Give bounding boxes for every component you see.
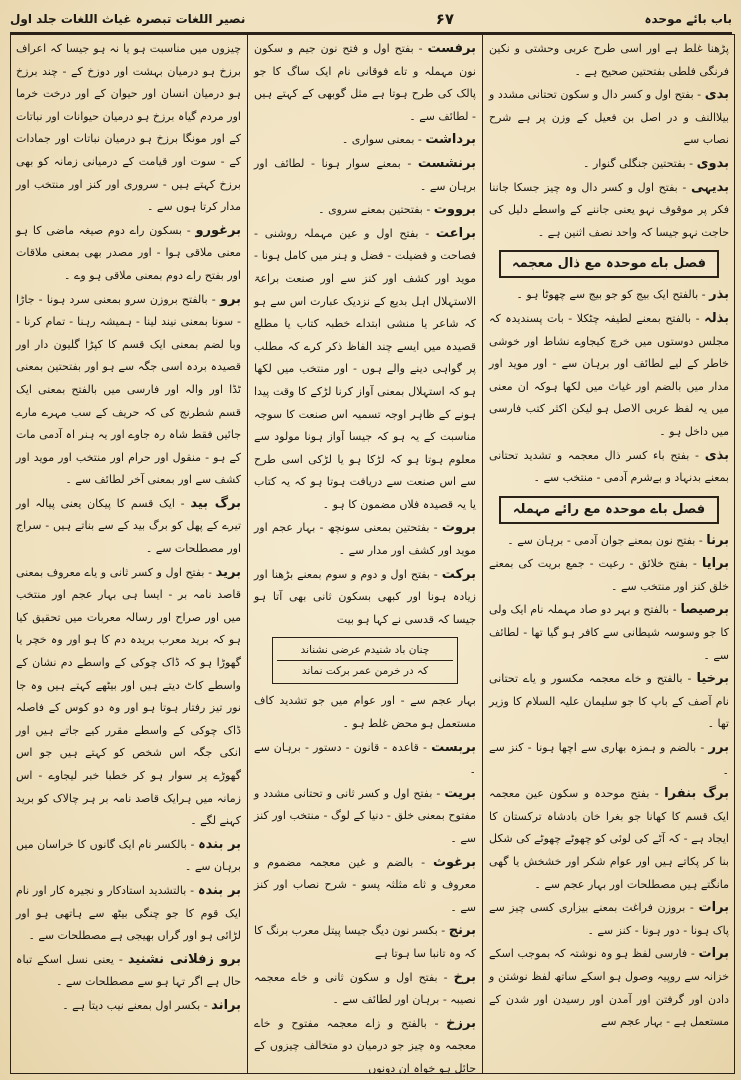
headword: برر — [708, 740, 729, 756]
dictionary-entry — [254, 223, 476, 517]
dictionary-entry — [16, 562, 241, 833]
dictionary-entry — [254, 1013, 476, 1074]
right-column — [483, 34, 735, 1074]
headword: برات — [698, 900, 729, 916]
headword: برغورو — [195, 222, 242, 238]
headword: براعت — [435, 225, 476, 241]
headword: برو — [219, 291, 241, 307]
headword: برایا — [701, 556, 729, 572]
entry-text: - بفتح اول و کسر ثانی و تحتانی مشدد و مفتوح بمعنی خلق - دنیا کے لوگ - منتخب اور کنز سے ۔ — [254, 786, 476, 845]
entry-text: - بالضم و ہمزہ بھاری سے اچھا ہونا - کنز سے ۔ — [489, 741, 729, 777]
entry-text: - بالضم و غین معجمہ مضموم و معروف و ثاے مثلثہ پسو - شرح نصاب اور کنز سے ۔ — [254, 855, 476, 914]
dictionary-entry — [489, 553, 729, 598]
entry-text: - بفتح اول و فتح نون جیم و سکون نون مہملہ و تاے فوقانی نام ایک ساگ کا جو پالک کی طرح ہوتا ہے مثل گوبھی کے کہتے ہیں - لطائف سے ۔ — [254, 42, 476, 123]
headword: برکت — [441, 566, 476, 582]
section-heading-dhal: فصل باے موحدہ مع ذال معجمہ — [499, 250, 719, 278]
entry-text: - بالفتح بمعنے لطیفہ چٹکلا - بات پسندیدہ کہ مجلس دوستوں میں خرچ کیجاوے نشاط اور خوشی خاطر کے لیے لطائف اور برہان سے - اور موید اور مدار میں بالضم اور غیاث میں لکھا ہوکہ ان معنی میں یہ لفظ عربی الاصل ہو لیکن اکثر کتب فارسی میں داخل ہو ۔ — [489, 311, 729, 438]
headword: برخیا — [696, 671, 730, 687]
dictionary-entry — [16, 493, 241, 561]
headword: برنج — [448, 923, 476, 939]
dictionary-entry — [16, 995, 241, 1018]
book-title: نصیر اللغات تبصرہ غیاث اللغات جلد اول — [10, 12, 246, 26]
entry-text: - بفتحتین بمعنے سروی ۔ — [318, 203, 431, 217]
entry-text: - بالفتح ایک بیج کو جو بیج سے چھوٹا ہو ۔ — [516, 288, 706, 302]
headword: برید — [215, 564, 242, 580]
headword: برنا — [706, 532, 729, 548]
entry-text: - بروزن فراغت بمعنے بیزاری کسی چیز سے پاک ہونا - دور ہونا - کنز سے ۔ — [489, 901, 729, 937]
entry-text: - بالفتح و خاے معجمہ مکسور و یاے تحتانی نام آصف کے باپ کا جو سلیمان علیہ السلام کا وزیر تھا ۔ — [489, 672, 729, 731]
headword: بذر — [709, 287, 729, 303]
headword: برزخ — [446, 1015, 476, 1031]
entry-text: - بفتح اول و کسر دال وہ چیز جسکا جاننا فکر پر موقوف نہو یعنی جاننے کے واسطے دلیل کی حاجت نہو جیسا کہ واحد نصف اثنین ہے ۔ — [489, 180, 729, 239]
entry-text: - بفتحتین جنگلی گنوار ۔ — [583, 156, 694, 170]
headword: برغوث — [432, 854, 476, 870]
entry-text: - بکسر نون دیگ جیسا پیتل معرب برنگ کا کہ وہ تانبا سا ہوتا ہے — [254, 924, 476, 960]
entry-text: - بالفتح و بہر دو صاد مہملہ نام ایک ولی کا جو وسوسہ شیطانی سے کافر ہو گیا تھا - لطائف سے ۔ — [489, 603, 729, 662]
headword: بدیہی — [690, 179, 730, 195]
dictionary-entry — [254, 199, 476, 222]
headword: برفست — [427, 41, 476, 56]
entry-text: - بفتح موحدہ و سکون عین معجمہ ایک قسم کا کھانا جو بغرا خان بادشاہ ترکستان کا ایجاد ہے - کہ آٹے کی لوئی کو چھوٹے چھوٹے کی شکل بنا کر پکاتے ہیں اور عوام شکر اور خشخش یا گھی مانگتے ہیں مصطلحات اور بہار عجم سے ۔ — [489, 787, 729, 891]
dictionary-entry — [489, 84, 729, 152]
dictionary-entry — [489, 737, 729, 782]
dictionary-entry — [489, 153, 729, 176]
entry-text: - فارسی لفظ ہو وہ نوشتہ کہ بموجب اسکے خزانہ سے روپیہ وصول ہو اسکے ساتھ لفظ نوشتن و دادن اور گرفتن اور آمدن اور رسیدن اور شدن کے مستعمل ہے - بہار عجم سے — [489, 947, 729, 1029]
dictionary-entry — [489, 445, 729, 490]
dictionary-entry — [489, 783, 729, 896]
page-header — [10, 6, 732, 34]
section-heading-ra: فصل باے موحدہ مع رائے مہملہ — [499, 496, 719, 524]
entry-text: پڑھنا غلط ہے اور اسی طرح عربی وحشتی و نکین فرنگی فلطی بفتحتین صحیح ہے ۔ — [489, 42, 729, 78]
dictionary-entry — [254, 737, 476, 782]
headword: بر بندہ — [198, 836, 242, 852]
dictionary-entry — [16, 834, 241, 879]
entry-text: - بفتحتین بمعنی سونچھ - بہار عجم اور موید اور کشف اور مدار سے ۔ — [254, 521, 476, 558]
entry-text: - بالفتح بروزن سرو بمعنی سرد ہونا - جاڑا - سونا بمعنی نیند لینا - ہمیشہ رہنا - تمام کرنا - وبا لضم بمعنی ایک قسم کا کپڑا گلیون دار اور قصیدہ بردہ اسی جگہ سے ہو اور بفتحتین بمعنی ٹڈا اور والہ اور فارسی میں بالفتح بمعنی ایک قسم شطرنج کی کہ حریف کے سب مہرے مارے جائیں فقط شاہ رہ جاوے اور یہ ہنر اہ آدمی مات کے ہو - منقول اور حرام اور منتخب اور موید اور کشف سے اور بمعنی آخر لطائف سے ۔ — [16, 292, 241, 487]
headword: بذی — [704, 447, 730, 463]
entry-text: - بفتح خلائق - رعیت - جمع بریت کی بمعنے خلق کنز اور منتخب سے ۔ — [489, 557, 729, 593]
headword: برو زفلانی نشنید — [127, 951, 241, 967]
headword: برنشست — [417, 155, 476, 171]
headword: بربست — [431, 739, 476, 755]
entry-text: - بفتح باء کسر ذال معجمہ و تشدید تحتانی بمعنے بدنہاد و بےشرم آدمی - منتخب سے ۔ — [489, 448, 729, 485]
headword: برووت — [433, 202, 476, 218]
entry-text: - بفتح اول و سکون ثانی و خاے معجمہ نصیبہ - برہان اور لطائف سے ۔ — [254, 970, 476, 1007]
poem-line: کہ در خرمن عمر برکت نماند — [301, 665, 429, 678]
dictionary-entry — [16, 880, 241, 948]
entry-text: - بفتح اول و عین مہملہ روشنی - فصاحت و فضیلت - فضل و ہنر میں کامل ہونا - موید اور کشف اور کنز سے اور صنعت براعۃ الاستہلال اہل بدیع کے نزدیک عبارت اس سے ہو کہ شاعر یا منشی ابتداے خطبہ کتاب یا مطلع قصیدہ میں ایسے چند الفاظ ذکر کرے کہ مطلب پر گواہی دینے والے ہوں - اور منتخب میں لکھا ہو کہ استہلال بمعنی آواز کرنا لڑکے کا وقت پیدا ہونے کے ظاہر اوجہ تسمیہ اس صنعت کا سوجہ مناسبت کے یہ ہو کہ جیسا آواز ہونا مولود سے معلوم ہوتا ہو کہ لڑکا ہو یا لڑکی اسی طرح سے اس صنعت سے دریافت ہوتا ہو کہ یہ کتاب یا یہ قصیدہ فلاں مضمون کا ہو ۔ — [254, 226, 476, 511]
headword: براند — [211, 997, 241, 1013]
dictionary-entry — [489, 897, 729, 942]
dictionary-entry — [254, 129, 476, 152]
headword: بذلہ — [704, 310, 729, 326]
entry-text: چیزوں میں مناسبت ہو یا نہ ہو جیسا کہ اعراف برزخ ہو درمیان بہشت اور دوزخ کے - چند برزخ ہو درمیان انسان اور حیوان کے اور درخت خرما اور مردم گیاہ برزخ ہو درمیان حیوانات اور نباتات کے اور مونگا برزخ ہو درمیان نباتات اور جمادات کے - سوت اور قیامت کے درمیانی زمانہ کو بھی برزخ کہتے ہیں - سروری اور کنز اور منتخب اور مدار کرتا ہوں سے ۔ — [16, 42, 241, 214]
poem-line: چنان باد شنیدم عرضی نشناند — [277, 640, 453, 661]
entry-text: - بکسر اول بمعنے نیب دیتا ہے ۔ — [62, 998, 208, 1012]
dictionary-entry — [16, 38, 241, 219]
entry-text: - بسکون راے دوم صیغہ ماضی کا ہو معنی ملاقی ہوا - اور مصدر بھی بمعنی ملاقات اور بفتح راے دوم بمعنی ملاقی ہو وے ۔ — [16, 223, 241, 282]
headword: بدی — [704, 87, 729, 103]
dictionary-entry — [254, 517, 476, 562]
entry-text: - بفتح نون بمعنے جوان آدمی - برہان سے ۔ — [507, 533, 703, 547]
dictionary-entry — [489, 943, 729, 1033]
dictionary-entry — [489, 530, 729, 553]
dictionary-entry — [254, 564, 476, 632]
dictionary-entry — [16, 949, 241, 994]
dictionary-entry — [489, 177, 729, 245]
entry-text: - یعنی نسل اسکے تباہ حال ہے اگر تہا ہو سے مصطلحات سے ۔ — [16, 952, 241, 989]
headword: بریت — [444, 785, 477, 801]
dictionary-entry — [489, 284, 729, 307]
entry-text: - بالتشدید استادکار و نجیرہ کار اور نام ایک قوم کا جو چنگی بیٹھ سے ہاتھی ہو اور لڑائی ہو اور گراں بھیجی ہے مصطلحات سے ۔ — [16, 883, 241, 943]
headword: برصیصا — [680, 602, 729, 618]
dictionary-entry — [254, 38, 476, 128]
dictionary-entry — [489, 308, 729, 444]
headword: برات — [698, 946, 730, 962]
entry-text: - بالفتح و زاے معجمہ مفتوح و خاے معجمہ وہ چیز جو درمیان دو متخالف چیزوں کے حائل ہو خواہ ان دونوں — [254, 1016, 476, 1074]
dictionary-entry — [16, 220, 241, 288]
page-number: ۶۷ — [435, 10, 455, 28]
entry-text: - قاعدہ - قانون - دستور - برہان سے ۔ — [254, 740, 476, 777]
headword: برگ بید — [190, 495, 241, 511]
headword: برخ — [453, 969, 476, 985]
dictionary-entry — [254, 852, 476, 920]
dictionary-entry — [16, 289, 241, 492]
dictionary-entry — [489, 668, 729, 736]
entry-text: - بمعنی سواری ۔ — [341, 133, 422, 147]
headword: بروت — [441, 520, 476, 536]
entry-text: - بفتح اول و کسر دال و سکون تحتانی مشدد و بیلاالنف و در اصل بن فعیل کے وزن پر ہے شرح نصاب سے — [489, 88, 729, 147]
dictionary-entry — [254, 783, 476, 851]
entry-text: - ایک قسم کا پیکان یعنی پیالہ اور تیرے کے پھل کو برگ بید کے سے بناتے ہیں - سراج اور مصطلحات سے ۔ — [16, 496, 241, 556]
poem-box — [272, 637, 458, 684]
section-title: باب بائے موحدہ — [644, 12, 732, 26]
left-column — [10, 34, 247, 1074]
entry-text: - بمعنے سوار ہونا - لطائف اور برہان سے ۔ — [254, 156, 476, 193]
headword: برداشت — [425, 132, 476, 148]
dictionary-entry — [489, 38, 729, 83]
dictionary-entry — [254, 153, 476, 198]
dictionary-entry — [254, 920, 476, 965]
entry-text: - بفتح اول و کسر ثانی و یاے معروف بمعنی قاصد نامہ بر - ایسا ہی بہار عجم اور منتخب میں اور صراح اور رسالہ معربات میں تحقیق کیا ہو کہ برید معرب بریدہ دم کا ہو اور وہ خچر یا گھوڑا ہو کہ ڈاک چوکی کے واسطے دم نشان کے واسطے کاٹ دیتے ہیں اور بیٹھے کہتے ہیں وہ جا نور تیز رفتار ہوتا ہو اور وہ دو کوس کے فاصلہ ڈاک چوکی کے واسطے مقرر کیے جاتے ہیں اور انکی جگہ اس شخص کو کہتے ہیں جو اس گھوڑے پر سوار ہو کر خطبا خبر لیجاوے - اس زمانہ میں ہرایک قاصد نامہ بر ہر چالاک کو برید کہنے لگے ۔ — [16, 565, 241, 828]
middle-column — [247, 34, 483, 1074]
entry-text: بہار عجم سے - اور عوام میں جو تشدید کاف مستعمل ہو محض غلط ہو ۔ — [254, 694, 476, 731]
dictionary-entry — [254, 967, 476, 1012]
headword: بدوی — [696, 155, 729, 171]
headword: بر بندہ — [197, 882, 242, 898]
entry-text: - بالکسر نام ایک گانوں کا خراسان میں برہان سے ۔ — [16, 837, 241, 874]
dictionary-entry — [489, 599, 729, 667]
entry-text: - بفتح اول و دوم و سوم بمعنے بڑھنا اور زیادہ ہونا اور کبھی بسکون ثانی بھی آتا ہو جیسا کہ قدسی نے کہا ہو بیت — [254, 567, 476, 626]
dictionary-entry — [254, 690, 476, 735]
headword: برگ بنفرا — [664, 786, 729, 802]
